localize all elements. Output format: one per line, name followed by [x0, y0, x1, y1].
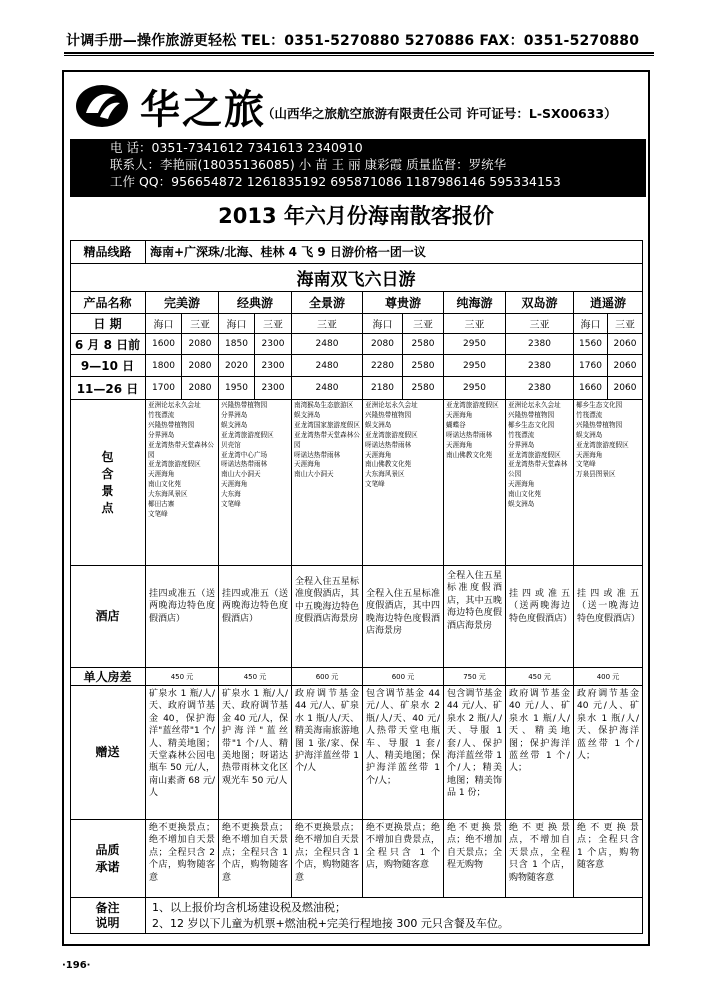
contact-people: 联系人：李艳丽(18035136085) 小 苗 王 丽 康彩霞 质量监督：罗统华 — [110, 157, 507, 172]
section-title: 海南双飞六日游 — [70, 264, 643, 292]
sub-haikou: 海口 — [574, 314, 608, 334]
price-table — [70, 240, 643, 934]
product-panorama: 全景游 — [292, 292, 363, 314]
sub-haikou: 海口 — [363, 314, 403, 334]
price-cell: 1850 — [219, 334, 255, 355]
price-cell: 2080 — [182, 355, 219, 377]
price-cell: 2380 — [506, 355, 574, 377]
product-classic: 经典游 — [219, 292, 292, 314]
single-supplement-cell: 600 元 — [292, 668, 363, 686]
hotel-cell: 挂四或准五（送两晚海边特色度假酒店） — [219, 566, 292, 668]
price-cell: 1600 — [146, 334, 182, 355]
gift-cell: 政府调节基金 40 元/人、矿泉水 1 瓶/人/天、保护海洋蓝丝带 1 个/人； — [574, 686, 643, 820]
page-number: ·196· — [62, 960, 91, 971]
price-cell: 1760 — [574, 355, 608, 377]
page-header: 计调手册—操作旅游更轻松 TEL：0351-5270880 5270886 FAX：0351-5270880 — [66, 33, 640, 49]
date-row-label: 9—10 日 — [70, 355, 146, 377]
sub-sanya: 三亚 — [182, 314, 219, 334]
company-name: （山西华之旅航空旅游有限责任公司 许可证号：L-SX00633） — [262, 106, 617, 121]
single-supplement-cell: 750 元 — [444, 668, 506, 686]
price-cell: 2300 — [255, 355, 292, 377]
hotel-cell: 全程入住五星标准度假酒店，其中五晚海边特色度假酒店海景房 — [292, 566, 363, 668]
price-cell: 2950 — [444, 334, 506, 355]
price-cell: 2480 — [292, 355, 363, 377]
hotel-cell: 挂四或准五（送一晚海边特色度假酒店） — [574, 566, 643, 668]
gift-cell: 包含调节基金 44 元/人、矿泉水 2 瓶/人/天、导服 1 套/人、保护海洋蓝丝带 1 个/人；精美地图；精美饰品 1 份； — [444, 686, 506, 820]
featured-text: 海南+广深珠/北海、桂林 4 飞 9 日游价格一团一议 — [146, 240, 643, 264]
price-cell: 2380 — [506, 377, 574, 400]
price-cell: 2060 — [608, 377, 643, 400]
sub-haikou: 海口 — [219, 314, 255, 334]
product-label: 产品名称 — [70, 292, 146, 314]
single-supplement-cell: 400 元 — [574, 668, 643, 686]
hotel-label: 酒店 — [70, 566, 146, 668]
price-cell: 2580 — [403, 377, 444, 400]
sub-sanya: 三亚 — [506, 314, 574, 334]
quality-cell: 绝不更换景点；全程只含 1 个店，购物随客意 — [574, 820, 643, 898]
gift-cell: 政府调节基金 44 元/人、矿泉水 1 瓶/人/天、精美海南旅游地图 1 张/家、保护海洋蓝丝带 1 个/人 — [292, 686, 363, 820]
sub-sanya: 三亚 — [403, 314, 444, 334]
date-label: 日 期 — [70, 314, 146, 334]
featured-label: 精品线路 — [70, 240, 146, 264]
price-cell: 2950 — [444, 377, 506, 400]
price-cell: 2480 — [292, 334, 363, 355]
contact-block — [70, 139, 646, 197]
notes-label: 备注说明 — [70, 898, 146, 934]
hotel-cell: 挂四或准五（送两晚海边特色度假酒店） — [506, 566, 574, 668]
quality-cell: 绝不更换景点，不增加自天景点，全程只含 1 个店，购物随客意 — [506, 820, 574, 898]
note-line: 1、以上报价均含机场建设税及燃油税； — [152, 901, 346, 914]
price-cell: 2300 — [255, 334, 292, 355]
notes-cell — [146, 898, 643, 934]
scenic-cell: 亚洲论坛永久会址 兴隆热带植物园 椰乡生态文化园 竹筏漂流 分界洲岛 亚龙湾旅游度假区 亚龙湾热带天堂森林公园 天涯海角 南山文化苑 蜈支洲岛 — [506, 400, 574, 566]
price-cell: 2580 — [403, 334, 444, 355]
price-cell: 1950 — [219, 377, 255, 400]
scenic-cell: 椰乡生态文化园 竹筏漂流 兴隆热带植物园 蜈支洲岛 亚龙湾旅游度假区 天涯海角 文笔峰 万泉县图景区 — [574, 400, 643, 566]
note-line: 2、12 岁以下儿童为机票+燃油税+完美行程地接 300 元只含餐及车位。 — [152, 917, 509, 930]
product-noble: 尊贵游 — [363, 292, 444, 314]
gift-cell: 矿泉水 1 瓶/人/天、政府调节基金 40 元/人，保护海洋"蓝丝带"1 个/人、精美地图；呀诺达热带雨林文化区观光车 50 元/人 — [219, 686, 292, 820]
price-cell: 2280 — [363, 355, 403, 377]
price-cell: 1660 — [574, 377, 608, 400]
sub-sanya: 三亚 — [292, 314, 363, 334]
price-cell: 1560 — [574, 334, 608, 355]
sub-haikou: 海口 — [146, 314, 182, 334]
header-rule — [64, 52, 654, 54]
brand-name: 华之旅 — [140, 86, 266, 133]
price-cell: 2080 — [182, 377, 219, 400]
price-cell: 2950 — [444, 355, 506, 377]
date-row-label: 11—26 日 — [70, 377, 146, 400]
scenic-cell: 亚洲论坛永久会址 竹筏漂流 兴隆热带植物园 分界洲岛 亚龙湾热带天堂森林公园 亚龙湾旅游度假区 天涯海角 南山文化苑 大东海风景区 椰田古寨 文笔峰 — [146, 400, 219, 566]
scenic-cell: 南湾猴岛生态旅游区 蜈支洲岛 亚龙湾国家旅游度假区 亚龙湾热带天堂森林公园 呀诺达热带雨林 天涯海角 南山大小洞天 — [292, 400, 363, 566]
product-double-island: 双岛游 — [506, 292, 574, 314]
contact-phone: 电 话：0351-7341612 7341613 2340910 — [110, 140, 363, 155]
gift-cell: 政府调节基金 40 元/人、矿泉水 1 瓶/人/天、精美地图；保护海洋蓝丝带 1 个/人； — [506, 686, 574, 820]
quality-cell: 绝不更换景点；绝不增加自天景点；全程无购物 — [444, 820, 506, 898]
quality-cell: 绝不更换景点；绝不增加自费景点，全程只含 1 个店，购物随客意 — [363, 820, 444, 898]
product-perfect: 完美游 — [146, 292, 219, 314]
sub-sanya: 三亚 — [444, 314, 506, 334]
single-supplement-cell: 450 元 — [146, 668, 219, 686]
scenic-cell: 亚龙湾旅游度假区 天涯海角 蝴蝶谷 呀诺达热带雨林 天涯海角 南山佛教文化苑 — [444, 400, 506, 566]
hotel-cell: 挂四或准五（送两晚海边特色度假酒店） — [146, 566, 219, 668]
gift-cell: 包含调节基金 44 元/人、矿泉水 2 瓶/人/天、40 元/人热带天堂电瓶车、导服 1 套/人、精美地图；保护海洋蓝丝带 1 个/人； — [363, 686, 444, 820]
quality-label: 品质承诺 — [70, 820, 146, 898]
price-cell: 2300 — [255, 377, 292, 400]
sub-sanya: 三亚 — [255, 314, 292, 334]
product-leisure: 逍遥游 — [574, 292, 643, 314]
gifts-label: 赠送 — [70, 686, 146, 820]
price-cell: 2060 — [608, 355, 643, 377]
scenic-cell: 亚洲论坛永久会址 兴隆热带植物园 蜈支洲岛 亚龙湾旅游度假区 呀诺达热带雨林 天涯海角 南山佛教文化苑 大东海风景区 文笔峰 — [363, 400, 444, 566]
header-rule-thin — [64, 55, 654, 56]
sub-sanya: 三亚 — [608, 314, 643, 334]
brand-logo-icon — [74, 83, 130, 129]
single-supplement-label: 单人房差 — [70, 668, 146, 686]
price-cell: 2180 — [363, 377, 403, 400]
scenic-cell: 兴隆热带植物园 分界洲岛 蜈支洲岛 亚龙湾旅游度假区 贝壳馆 亚龙湾中心广场 呀诺达热带雨林 南山大小洞天 天涯海角 大东海 文笔峰 — [219, 400, 292, 566]
price-cell: 1800 — [146, 355, 182, 377]
hotel-cell: 全程入住五星标准度假酒店，其中五晚海边特色度假酒店海景房 — [444, 566, 506, 668]
price-cell: 2480 — [292, 377, 363, 400]
price-cell: 2080 — [363, 334, 403, 355]
price-cell: 2080 — [182, 334, 219, 355]
single-supplement-cell: 450 元 — [506, 668, 574, 686]
price-cell: 2060 — [608, 334, 643, 355]
scenic-label: 包含景点 — [70, 400, 146, 566]
price-cell: 2580 — [403, 355, 444, 377]
quality-cell: 绝不更换景点；绝不增加自天景点；全程只含 1 个店，购物随客意 — [219, 820, 292, 898]
price-cell: 2380 — [506, 334, 574, 355]
hotel-cell: 全程入住五星标准度假酒店，其中四晚海边特色度假酒店海景房 — [363, 566, 444, 668]
quality-cell: 绝不更换景点；绝不增加自天景点；全程只含 2 个店，购物随客意 — [146, 820, 219, 898]
single-supplement-cell: 600 元 — [363, 668, 444, 686]
price-cell: 2020 — [219, 355, 255, 377]
contact-qq: 工作 QQ：956654872 1261835192 695871086 1187986146 595334153 — [110, 174, 561, 189]
product-pure-sea: 纯海游 — [444, 292, 506, 314]
page-title: 2013 年六月份海南散客报价 — [218, 204, 494, 228]
single-supplement-cell: 450 元 — [219, 668, 292, 686]
price-cell: 1700 — [146, 377, 182, 400]
gift-cell: 矿泉水 1 瓶/人/天、政府调节基金 40，保护海洋"蓝丝带"1 个/人、精美地图；天堂森林公园电瓶车 50 元/人，南山素斋 68 元/人 — [146, 686, 219, 820]
date-row-label: 6 月 8 日前 — [70, 334, 146, 355]
quality-cell: 绝不更换景点；绝不增加自天景点；全程只含 1 个店，购物随客意 — [292, 820, 363, 898]
